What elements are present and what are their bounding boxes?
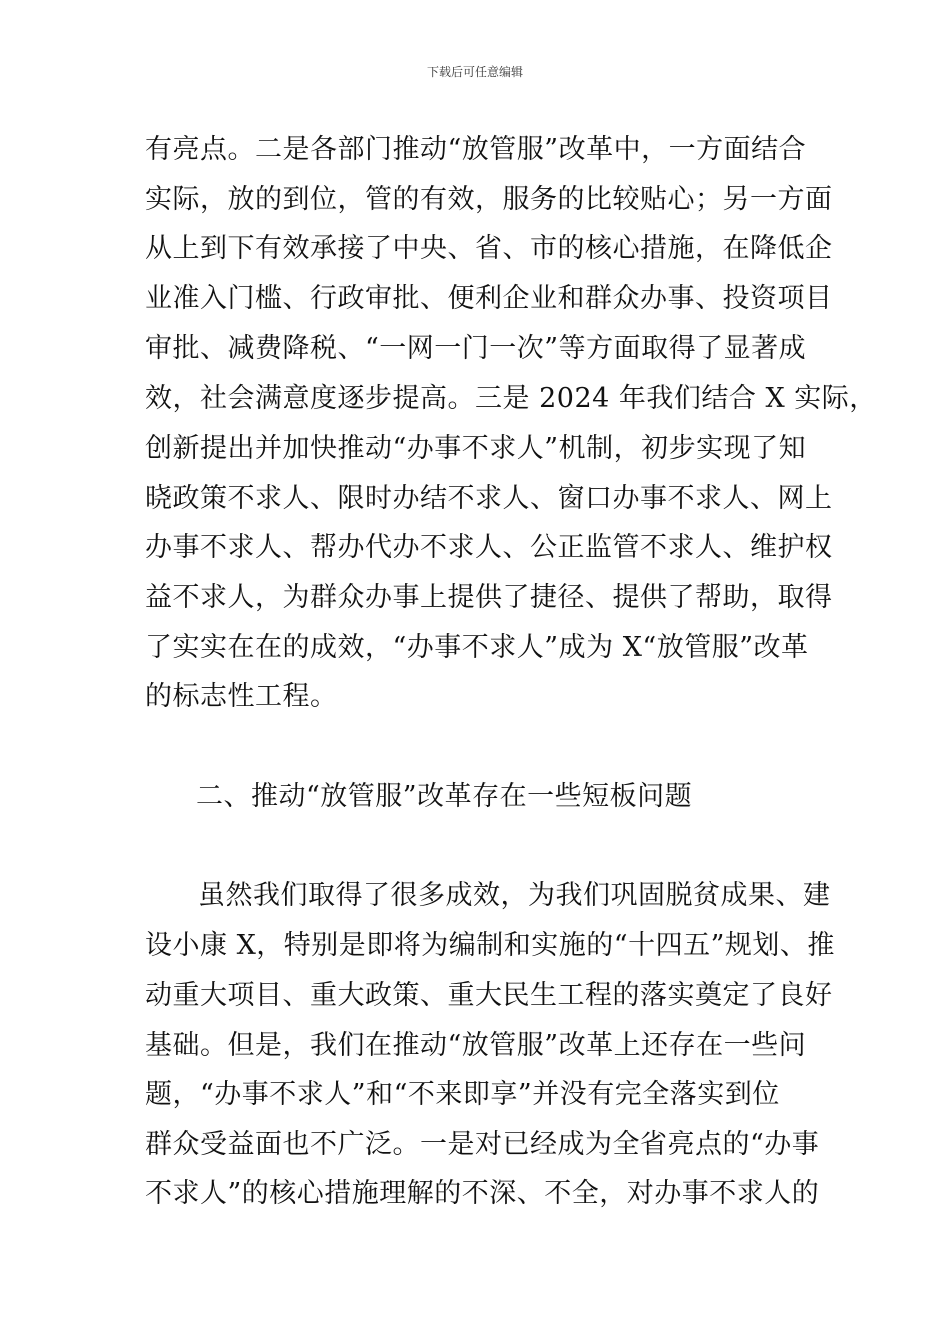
paragraph-line: 益不求人，为群众办事上提供了捷径、提供了帮助，取得 xyxy=(145,582,833,613)
paragraph-line: 业准入门槛、行政审批、便利企业和群众办事、投资项目 xyxy=(145,283,833,314)
paragraph-line: 审批、减费降税、“一网一门一次”等方面取得了显著成 xyxy=(145,333,807,364)
paragraph-line: 效，社会满意度逐步提高。三是 2024 年我们结合 X 实际， xyxy=(145,383,877,414)
paragraph-line: 动重大项目、重大政策、重大民生工程的落实奠定了良好 xyxy=(145,980,833,1011)
paragraph-line: 不求人”的核心措施理解的不深、不全，对办事不求人的 xyxy=(145,1178,820,1209)
paragraph-line: 实际，放的到位，管的有效，服务的比较贴心；另一方面 xyxy=(145,184,833,215)
paragraph-line: 设小康 X，特别是即将为编制和实施的“十四五”规划、推 xyxy=(145,930,835,961)
paragraph-line: 题，“办事不求人”和“不来即享”并没有完全落实到位 xyxy=(145,1079,780,1110)
paragraph-line: 有亮点。二是各部门推动“放管服”改革中，一方面结合 xyxy=(145,134,807,165)
paragraph-line: 群众受益面也不广泛。一是对已经成为全省亮点的“办事 xyxy=(145,1129,820,1160)
paragraph-line: 的标志性工程。 xyxy=(145,681,338,712)
paragraph-line: 晓政策不求人、限时办结不求人、窗口办事不求人、网上 xyxy=(145,483,833,514)
paragraph-line: 办事不求人、帮办代办不求人、公正监管不求人、维护权 xyxy=(145,532,833,563)
paragraph-line: 创新提出并加快推动“办事不求人”机制，初步实现了知 xyxy=(145,433,807,464)
paragraph-line: 基础。但是，我们在推动“放管服”改革上还存在一些问 xyxy=(145,1030,807,1061)
paragraph-line: 虽然我们取得了很多成效，为我们巩固脱贫成果、建 xyxy=(198,880,831,911)
page-header: 下载后可任意编辑 xyxy=(426,65,523,79)
paragraph-line: 了实实在在的成效，“办事不求人”成为 X“放管服”改革 xyxy=(145,632,809,663)
paragraph-line: 从上到下有效承接了中央、省、市的核心措施，在降低企 xyxy=(145,233,833,264)
section-heading: 二、推动“放管服”改革存在一些短板问题 xyxy=(196,781,693,812)
